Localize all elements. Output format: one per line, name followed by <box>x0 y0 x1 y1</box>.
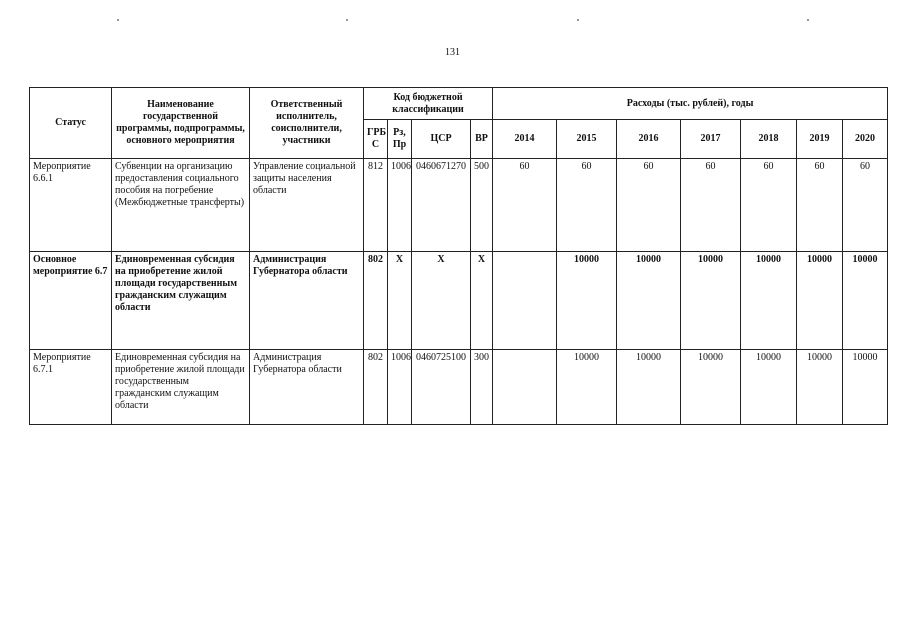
header-year: 2019 <box>797 120 843 159</box>
scan-speck <box>577 19 579 21</box>
header-year: 2015 <box>557 120 617 159</box>
row-status: Основное мероприятие 6.7 <box>30 252 112 350</box>
scan-speck <box>346 19 348 21</box>
row-value: 60 <box>493 159 557 252</box>
page-number: 131 <box>445 47 460 58</box>
row-value: 10000 <box>557 252 617 350</box>
row-value: 10000 <box>741 350 797 425</box>
row-vr: 500 <box>471 159 493 252</box>
row-name: Субвенции на организацию предоставления социального пособия на погребение (Межбюджетные трансферты) <box>112 159 250 252</box>
row-grbs: 812 <box>364 159 388 252</box>
row-value: 10000 <box>557 350 617 425</box>
scan-speck <box>807 19 809 21</box>
row-executor: Администрация Губернатора области <box>250 350 364 425</box>
header-year: 2018 <box>741 120 797 159</box>
row-status: Мероприятие 6.6.1 <box>30 159 112 252</box>
row-status: Мероприятие 6.7.1 <box>30 350 112 425</box>
table-row <box>30 252 888 350</box>
row-name: Единовременная субсидия на приобретение жилой площади государственным гражданским служащим области <box>112 252 250 350</box>
header-expenses: Расходы (тыс. рублей), годы <box>493 88 888 120</box>
table-row <box>30 159 888 252</box>
header-year: 2014 <box>493 120 557 159</box>
budget-table <box>29 87 888 425</box>
header-vr: ВР <box>471 120 493 159</box>
row-value: 10000 <box>843 252 888 350</box>
row-executor: Администрация Губернатора области <box>250 252 364 350</box>
header-budget-code: Код бюджетной классификации <box>364 88 493 120</box>
scan-speck <box>117 19 119 21</box>
row-value: 10000 <box>617 350 681 425</box>
header-rzpr: Рз, Пр <box>388 120 412 159</box>
row-vr: X <box>471 252 493 350</box>
row-value: 60 <box>617 159 681 252</box>
row-value: 10000 <box>617 252 681 350</box>
header-csr: ЦСР <box>412 120 471 159</box>
row-value: 10000 <box>797 350 843 425</box>
row-value: 60 <box>681 159 741 252</box>
row-value: 60 <box>741 159 797 252</box>
row-csr: X <box>412 252 471 350</box>
row-vr: 300 <box>471 350 493 425</box>
header-row <box>30 88 888 120</box>
row-executor: Управление социальной защиты населения области <box>250 159 364 252</box>
row-csr: 0460725100 <box>412 350 471 425</box>
row-csr: 0460671270 <box>412 159 471 252</box>
row-value: 60 <box>557 159 617 252</box>
row-value <box>493 252 557 350</box>
header-grbs: ГРБ С <box>364 120 388 159</box>
row-rzpr: X <box>388 252 412 350</box>
row-name: Единовременная субсидия на приобретение жилой площади государственным гражданским служащим области <box>112 350 250 425</box>
row-value: 10000 <box>681 252 741 350</box>
header-year: 2016 <box>617 120 681 159</box>
header-year: 2017 <box>681 120 741 159</box>
row-value: 60 <box>843 159 888 252</box>
header-year: 2020 <box>843 120 888 159</box>
row-value: 10000 <box>843 350 888 425</box>
row-grbs: 802 <box>364 252 388 350</box>
row-grbs: 802 <box>364 350 388 425</box>
row-value: 10000 <box>681 350 741 425</box>
row-value: 10000 <box>797 252 843 350</box>
header-status: Статус <box>30 88 112 159</box>
row-rzpr: 1006 <box>388 350 412 425</box>
row-value <box>493 350 557 425</box>
table-row <box>30 350 888 425</box>
row-value: 10000 <box>741 252 797 350</box>
row-value: 60 <box>797 159 843 252</box>
header-executor: Ответственный исполнитель, соисполнители, участники <box>250 88 364 159</box>
header-name: Наименование государственной программы, подпрограммы, основного мероприятия <box>112 88 250 159</box>
row-rzpr: 1006 <box>388 159 412 252</box>
